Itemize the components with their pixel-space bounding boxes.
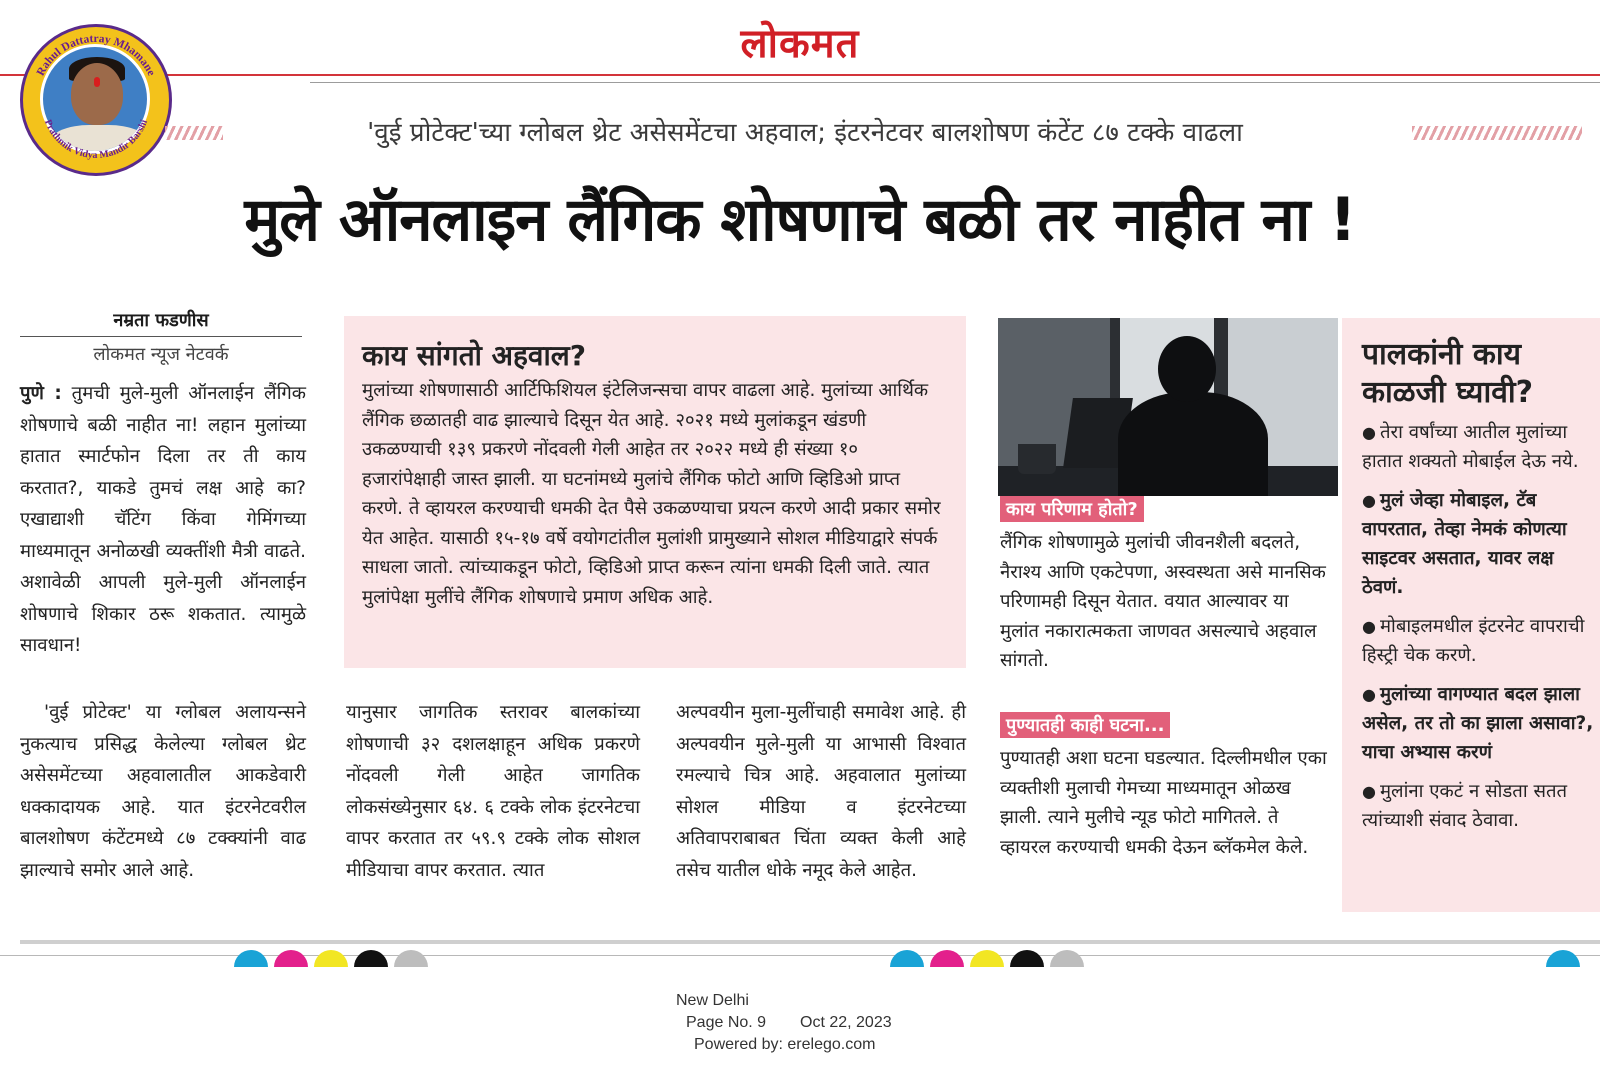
masthead-rule — [0, 74, 1600, 76]
body-column-1: 'वुई प्रोटेक्ट' या ग्लोबल अलायन्सने नुकत्याच प्रसिद्ध केलेल्या ग्लोबल थ्रेट असेसमेंटच्या अहवालातील आकडेवारी धक्कादायक आहे. यात इंटरनेटवरील बालशोषण कंटेंटमध्ये ८७ टक्क्यांनी वाढ झाल्याचे समोर आले आहे. — [20, 702, 306, 881]
tip-item: ● मोबाइलमधील इंटरनेट वापराची हिस्ट्री चेक करणे. — [1362, 616, 1585, 666]
byline-rule — [20, 336, 302, 337]
tip-item: ● तेरा वर्षांच्या आतील मुलांच्या हातात शक्यतो मोबाईल देऊ नये. — [1362, 422, 1579, 472]
pune-events-text: पुण्यातही अशा घटना घडल्यात. दिल्लीमधील एका व्यक्तीशी मुलाची गेमच्या माध्यमातून ओळख झाली. त्याने मुलीचे न्यूड फोटो मागितले. ते व्हायरल करण्याची धमकी देऊन ब्लॅकमेल केले. — [1000, 748, 1327, 858]
footer-page: Page No. 9 — [686, 1014, 767, 1031]
registration-swatch — [930, 950, 964, 967]
registration-swatch — [890, 950, 924, 967]
article-headline: मुले ऑनलाइन लैंगिक शोषणाचे बळी तर नाहीत ना ! — [244, 185, 1356, 255]
parents-box-title: पालकांनी काय काळजी घ्यावी? — [1362, 337, 1534, 410]
bullet-icon: ● — [1362, 617, 1376, 636]
report-box-title: काय सांगतो अहवाल? — [362, 339, 586, 372]
article-kicker: 'वुई प्रोटेक्ट'च्या ग्लोबल थ्रेट असेसमेंटचा अहवाल; इंटरनेटवर बालशोषण कंटेंट ८७ टक्के वाढला — [367, 118, 1243, 148]
svg-text:Rahul Dattatray Mhamane — [35, 33, 157, 78]
top-divider — [310, 82, 1600, 83]
agency-credit: लोकमत न्यूज नेटवर्क — [93, 344, 229, 365]
kicker-hatch-right — [1412, 126, 1582, 140]
bullet-icon: ● — [1362, 782, 1376, 801]
registration-swatch — [1546, 950, 1580, 967]
newspaper-masthead: लोकमत — [740, 21, 860, 67]
badge-ring-text — [20, 24, 172, 176]
footer-date: Oct 22, 2023 — [800, 1014, 892, 1031]
kicker-hatch-left — [165, 126, 223, 140]
page-bottom-rule — [20, 940, 1600, 944]
body-column-3: अल्पवयीन मुला-मुलींचाही समावेश आहे. ही अल्पवयीन मुले-मुली या आभासी विश्वात रमल्याचे चित्र आहे. अहवालात मुलांच्या सोशल मीडिया व इंटरनेटच्या अतिवापराबाबत चिंता व्यक्त केली आहे तसेच यातील धोके नमूद केले आहेत. — [676, 702, 966, 881]
report-box-text: मुलांच्या शोषणासाठी आर्टिफिशियल इंटेलिजन्सचा वापर वाढला आहे. मुलांच्या आर्थिक लैंगिक छळातही वाढ झाल्याचे दिसून येत आहे. २०२१ मध्ये मुलांकडून खंडणी उकळण्याची १३९ प्रकरणे नोंदवली गेली आहेत तर २०२२ मध्ये ही संख्या १० हजारांपेक्षाही जास्त झाली. या घटनांमध्ये मुलांचे लैंगिक फोटो आणि व्हिडिओ प्राप्त करणे. ते व्हायरल करण्याची धमकी देत पैसे उकळण्याचा प्रयत्न करणे आदी प्रकार समोर येत आहेत. यासाठी १५-१७ वर्षे वयोगटांतील मुलांशी प्रामुख्याने सोशल मीडियाद्वारे संपर्क साधला जातो. त्यांच्याकडून फोटो, व्हिडिओ प्राप्त करून त्यांना धमकी दिली जाते. त्यात मुलांपेक्षा मुलींचे लैंगिक शोषणाचे प्रमाण अधिक आहे. — [362, 380, 941, 608]
consequences-text: लैंगिक शोषणामुळे मुलांची जीवनशैली बदलते, नैराश्य आणि एकटेपणा, अस्वस्थता असे मानसिक परिणामही दिसून येतात. वयात आल्यावर या मुलांत नकारात्मकता जाणवत असल्याचे अहवाल सांगतो. — [1000, 532, 1326, 671]
dateline: पुणे : — [20, 383, 62, 404]
consequences-tag: काय परिणाम होतो? — [1000, 496, 1144, 522]
registration-swatch — [394, 950, 428, 967]
footer-powered: Powered by: erelego.com — [694, 1036, 876, 1053]
registration-swatch — [354, 950, 388, 967]
parents-tips-list — [1362, 418, 1594, 845]
tip-item: ● मुलांच्या वागण्यात बदल झाला असेल, तर तो का झाला असावा?, याचा अभ्यास करणं — [1362, 684, 1594, 763]
pune-events-tag: पुण्यातही काही घटना... — [1000, 712, 1170, 738]
registration-swatch — [314, 950, 348, 967]
registration-swatch — [1010, 950, 1044, 967]
badge-school: Prathmik Vidya Mandir Barshi — [41, 118, 151, 162]
registration-swatch — [1050, 950, 1084, 967]
lead-text: तुमची मुले-मुली ऑनलाईन लैंगिक शोषणाचे बळी नाहीत ना! लहान मुलांच्या हातात स्मार्टफोन दिला तर ती काय करतात?, याकडे तुमचं लक्ष आहे का? एखाद्याशी चॅटिंग किंवा गेमिंगच्या माध्यमातून अनोळखी व्यक्तींशी मैत्री वाढते. अशावेळी आपली मुले-मुली ऑनलाईन शोषणाचे शिकार ठरू शकतात. त्यामुळे सावधान! — [20, 383, 306, 656]
badge-name: Rahul Dattatray Mhamane — [34, 32, 158, 78]
lead-paragraph — [20, 378, 306, 662]
tip-item: ● मुलं जेव्हा मोबाइल, टॅब वापरतात, तेव्हा नेमकं कोणत्या साइटवर असतात, यावर लक्ष ठेवणं. — [1362, 490, 1567, 598]
bullet-icon: ● — [1362, 423, 1376, 442]
registration-swatch — [234, 950, 268, 967]
registration-swatch — [970, 950, 1004, 967]
tip-item: ● मुलांना एकटं न सोडता सतत त्यांच्याशी संवाद ठेवावा. — [1362, 781, 1568, 831]
byline: नम्रता फडणीस — [113, 310, 209, 331]
footer-city: New Delhi — [676, 992, 749, 1009]
svg-text:Prathmik Vidya Mandir Barshi — [42, 118, 150, 161]
illustration-photo — [998, 318, 1338, 496]
bullet-icon: ● — [1362, 685, 1376, 704]
body-column-2: यानुसार जागतिक स्तरावर बालकांच्या शोषणाची ३२ दशलक्षाहून अधिक प्रकरणे नोंदवली गेली आहेत जागतिक लोकसंख्येनुसार ६४. ६ टक्के लोक इंटरनेटचा वापर करतात तर ५९.९ टक्के लोक सोशल मीडियाचा वापर करतात. त्यात — [346, 702, 640, 881]
bullet-icon: ● — [1362, 491, 1376, 510]
registration-swatch — [274, 950, 308, 967]
